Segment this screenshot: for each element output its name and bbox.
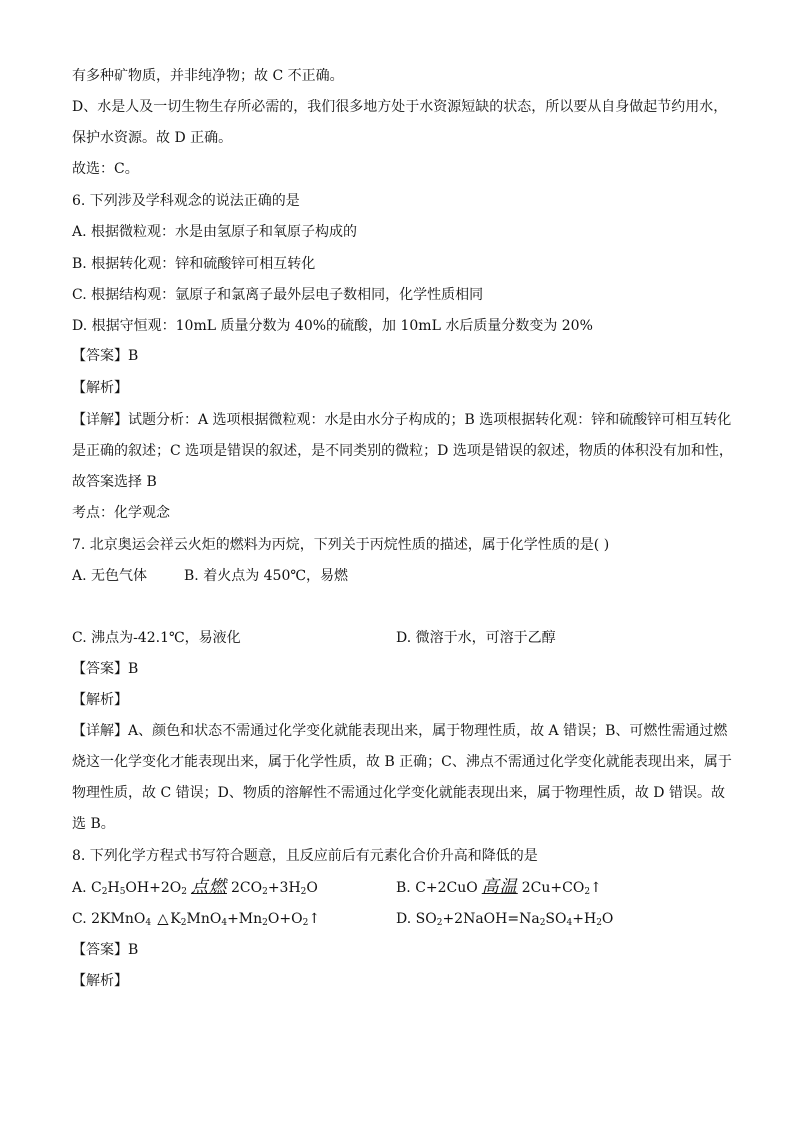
q8-analysis-heading: 【解析】: [72, 973, 128, 989]
text-line: D、水是人及一切生物生存所必需的，我们很多地方处于水资源短缺的状态，所以要从自身做起节约用水，: [72, 99, 728, 115]
reaction-condition-ignite: 点燃: [190, 877, 227, 897]
text-line: 有多种矿物质，并非纯净物；故 C 不正确。: [72, 68, 344, 84]
q6-analysis-heading: 【解析】: [72, 380, 128, 396]
q6-option-c: C. 根据结构观：氩原子和氯离子最外层电子数相同，化学性质相同: [72, 287, 484, 303]
question-6-stem: 6. 下列涉及学科观念的说法正确的是: [72, 193, 300, 209]
q6-option-d: D. 根据守恒观：10mL 质量分数为 40%的硫酸，加 10mL 水后质量分数变为 20%: [72, 318, 593, 334]
q7-detail: 物理性质，故 C 错误；D、物质的溶解性不需通过化学变化就能表现出来，属于物理性质，故 D 错误。故: [72, 785, 725, 801]
q8-option-a-prefix: A. C: [72, 880, 102, 896]
q8-option-d-prefix: D. SO: [396, 911, 437, 927]
q7-option-a: A. 无色气体: [72, 568, 148, 584]
q7-detail: 选 B。: [72, 816, 115, 832]
q8-option-c: C. 2KMnO$_4$ △ $K_2MnO_4+Mn_2O+O_2↑$: [72, 911, 321, 928]
q8-option-c-prefix: C. 2KMnO: [72, 911, 146, 927]
q6-option-a: A. 根据微粒观：水是由氢原子和氧原子构成的: [72, 224, 358, 240]
q7-detail: 烧这一化学变化才能表现出来，属于化学性质，故 B 正确；C、沸点不需通过化学变化就能表现出来，属于: [72, 754, 732, 770]
q6-option-b: B. 根据转化观：锌和硫酸锌可相互转化: [72, 256, 316, 272]
q6-answer: 【答案】B: [72, 348, 139, 364]
q8-option-d: D. $SO_2+2NaOH=Na_2SO_4+H_2O$: [396, 911, 614, 928]
q7-analysis-heading: 【解析】: [72, 692, 128, 708]
q7-answer: 【答案】B: [72, 661, 139, 677]
q8-answer: 【答案】B: [72, 942, 139, 958]
q7-option-d: D. 微溶于水，可溶于乙醇: [396, 630, 556, 646]
q6-detail: 是正确的叙述；C 选项是错误的叙述，是不同类别的微粒；D 选项是错误的叙述，物质的体积没有加和性，: [72, 443, 733, 459]
q7-option-b: B. 着火点为 450℃，易燃: [184, 568, 349, 584]
question-7-stem: 7. 北京奥运会祥云火炬的燃料为丙烷，下列关于丙烷性质的描述，属于化学性质的是( ): [72, 537, 610, 553]
q6-detail: 【详解】试题分析：A 选项根据微粒观：水是由水分子构成的；B 选项根据转化观：锌和硫酸锌可相互转化: [72, 412, 732, 428]
q8-option-b-prefix: B. C+2CuO: [396, 880, 478, 896]
q7-option-c: C. 沸点为-42.1℃，易液化: [72, 630, 241, 646]
q7-detail: 【详解】A、颜色和状态不需通过化学变化就能表现出来，属于物理性质，故 A 错误；B、可燃性需通过燃: [72, 723, 728, 739]
text-line: 故选：C。: [72, 161, 139, 177]
q8-option-b: B. C+2CuO 高温 $2Cu+CO_2↑$: [396, 877, 602, 897]
question-8-stem: 8. 下列化学方程式书写符合题意，且反应前后有元素化合价升高和降低的是: [72, 848, 538, 864]
reaction-condition-heat: △: [157, 911, 169, 927]
q8-option-a: A. $C_2H_5OH+2O_2$ 点燃 $2CO_2+3H_2O$: [72, 877, 318, 897]
q6-detail: 故答案选择 B: [72, 474, 157, 490]
text-line: 保护水资源。故 D 正确。: [72, 130, 233, 146]
reaction-condition-high-temp: 高温: [481, 877, 518, 897]
q6-knowledge-point: 考点：化学观念: [72, 505, 170, 521]
